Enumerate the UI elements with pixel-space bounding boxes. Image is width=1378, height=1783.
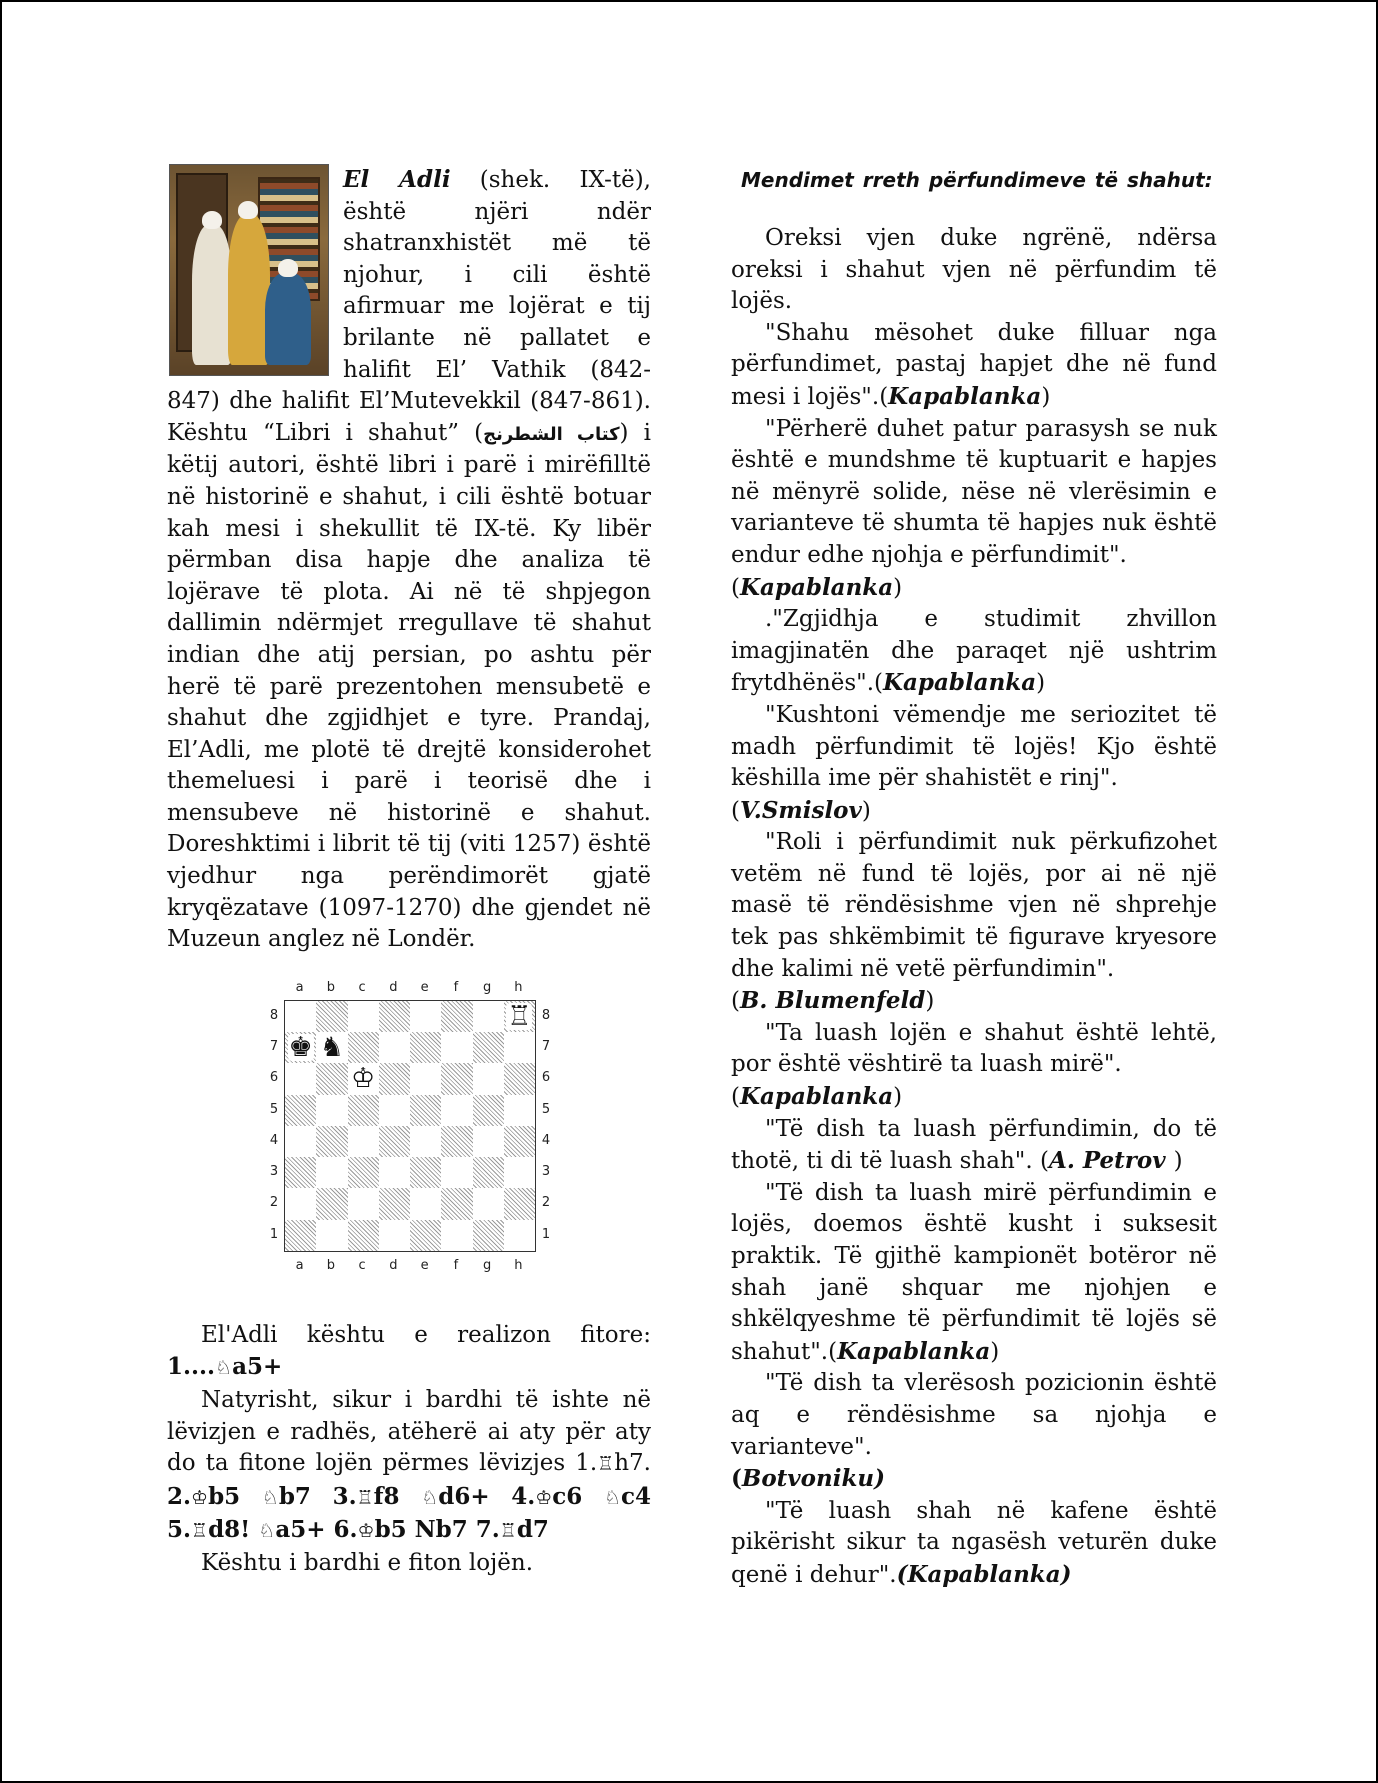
square-e8 [410,1001,441,1032]
file-label-f: f [453,980,459,996]
file-label-d: d [389,1258,398,1274]
moves-paragraph-2: Natyrisht, sikur i bardhi të ishte në lëvizjen e radhës, atëherë ai aty për aty do ta fitone lojën përmes lëvizjes 1.♖h7. 2.♔b5 ♘b7 3.♖f8 ♘d6+ 4.♔c6 ♘c4 5.♖d8! ♘a5+ 6.♔b5 Nb7 7.♖d7 [167,1387,652,1544]
quote-6-source: (B. Blumenfeld) [731,987,935,1015]
file-label-h: h [514,980,523,996]
arabic-title: كتاب الشطرنج [483,423,620,445]
quote-10: "Të dish ta vlerësosh pozicionin është aq e rëndësishme sa njohja e varianteve". [731,1370,1217,1460]
piece-icon: ♔ [535,1486,553,1509]
square-e4 [410,1126,441,1157]
square-f3 [441,1157,472,1188]
quote-1: Oreksi vjen duke ngrënë, ndërsa oreksi i shahut vjen në përfundim të lojës. [731,225,1217,315]
quote-4: ."Zgjidhja e studimit zhvillon imagjinatën dhe paraqet një ushtrim frytdhënës".(Kapablanka) [731,606,1217,697]
square-h1 [504,1220,535,1251]
quote-source: Kapablanka [888,382,1042,410]
file-labels-top [284,980,534,996]
file-label-e: e [420,980,429,996]
square-h5 [504,1095,535,1126]
move-4: 4.♔c6 [511,1482,604,1510]
square-h7 [504,1032,535,1063]
quotes-title: Mendimet rreth përfundimeve të shahut: [741,168,1213,192]
square-b7 [316,1032,347,1063]
file-label-b: b [326,1258,335,1274]
rank-label-3: 3 [541,1164,551,1180]
rank-labels-left [266,1000,282,1250]
rank-labels-right [538,1000,554,1250]
black-knight-icon: ♞ [319,1032,344,1064]
white-rook-icon: ♖ [507,1000,532,1032]
square-b4 [316,1126,347,1157]
rank-label-7: 7 [541,1039,551,1055]
left-column [167,164,651,1580]
quote-7: "Ta luash lojën e shahut është lehtë, por është vështirë ta luash mirë". [731,1019,1217,1078]
rank-label-1: 1 [269,1226,279,1242]
rank-label-2: 2 [541,1195,551,1211]
white-king-icon: ♔ [351,1063,376,1095]
square-g6 [473,1063,504,1094]
file-label-e: e [420,1258,429,1274]
file-label-c: c [358,1258,366,1274]
square-e7 [410,1032,441,1063]
move-0: 2.♔b5 [167,1482,262,1510]
moves-section [167,1320,651,1580]
rank-label-8: 8 [269,1007,279,1023]
move-1: ♘b7 [261,1482,333,1510]
move-sequence [167,1483,651,1544]
square-h6 [504,1063,535,1094]
square-e2 [410,1188,441,1219]
square-g4 [473,1126,504,1157]
square-e1 [410,1220,441,1251]
piece-icon: ♘ [258,1520,276,1543]
file-label-g: g [482,1258,492,1274]
square-g3 [473,1157,504,1188]
square-d5 [379,1095,410,1126]
rank-label-3: 3 [269,1164,279,1180]
square-h3 [504,1157,535,1188]
rank-label-2: 2 [269,1195,279,1211]
square-b5 [316,1095,347,1126]
square-f4 [441,1126,472,1157]
square-d8 [379,1001,410,1032]
square-f2 [441,1188,472,1219]
move-3: ♘d6+ [421,1482,512,1510]
quote-3-source: (Kapablanka) [731,573,903,601]
rank-label-4: 4 [541,1132,551,1148]
piece-icon: ♘ [261,1486,279,1509]
square-g7 [473,1032,504,1063]
square-f8 [441,1001,472,1032]
square-d3 [379,1157,410,1188]
file-label-b: b [326,980,335,996]
square-c3 [348,1157,379,1188]
piece-icon: ♔ [357,1520,375,1543]
quote-7-source: (Kapablanka) [731,1083,903,1111]
square-g2 [473,1188,504,1219]
move-8: 6.♔b5 [333,1516,415,1544]
square-b3 [316,1157,347,1188]
square-a1 [285,1220,316,1251]
piece-icon: ♖ [356,1486,374,1509]
piece-icon: ♘ [603,1486,621,1509]
square-c5 [348,1095,379,1126]
square-a6 [285,1063,316,1094]
file-labels-bottom [284,1258,534,1274]
file-label-d: d [389,980,398,996]
intro-section [167,164,651,956]
file-label-a: a [295,1258,304,1274]
black-king-icon: ♚ [288,1032,313,1064]
quote-10-source: (Botvoniku) [731,1465,886,1493]
quote-5-source: (V.Smislov) [731,796,871,824]
square-c6 [348,1063,379,1094]
rank-label-4: 4 [269,1132,279,1148]
square-h8 [504,1001,535,1032]
square-f1 [441,1220,472,1251]
square-c1 [348,1220,379,1251]
rank-label-6: 6 [541,1070,551,1086]
file-label-a: a [295,980,304,996]
square-a5 [285,1095,316,1126]
square-g5 [473,1095,504,1126]
square-e6 [410,1063,441,1094]
intro-rest: ) i këtij autori, është libri i parë i mirëfilltë në historinë e shahut, i cili është botuar kah mesi i shekullit të IX-të. Ky libër përmban disa hapje dhe analiza të lojërave të plota. Ai në të shpjegon dallimin ndërmjet rregullave të shahut indian dhe atij persian, po ashtu për herë të parë prezentohen mensubetë e shahut dhe zgjidhjet e tyre. Prandaj, El’Adli, me plotë të drejtë konsiderohet themeluesi i parë i teorisë dhe i mensubeve në historinë e shahut. Doreshktimi i librit të tij (viti 1257) është vjedhur nga perëndimorët gjatë kryqëzatave (1097-1270) dhe gjendet në Muzeun anglez në Londër. [167,419,651,953]
piece-icon: ♔ [191,1486,209,1509]
piece-icon: ♖ [499,1520,517,1543]
square-c4 [348,1126,379,1157]
piece-icon: ♖ [191,1520,209,1543]
move-7: ♘a5+ [258,1516,334,1544]
square-d1 [379,1220,410,1251]
right-column [731,164,1217,1592]
square-a8 [285,1001,316,1032]
square-d6 [379,1063,410,1094]
piece-icon: ♘ [421,1486,439,1509]
square-e3 [410,1157,441,1188]
square-f6 [441,1063,472,1094]
move-10: 7.♖d7 [475,1516,549,1544]
square-h4 [504,1126,535,1157]
file-label-f: f [453,1258,459,1274]
square-h2 [504,1188,535,1219]
square-d4 [379,1126,410,1157]
square-d7 [379,1032,410,1063]
chess-board [284,1000,536,1252]
file-label-g: g [482,980,492,996]
square-b8 [316,1001,347,1032]
move-9: Nb7 [414,1516,476,1544]
square-e5 [410,1095,441,1126]
square-a2 [285,1188,316,1219]
square-a7 [285,1032,316,1063]
knight-icon: ♘ [215,1357,233,1380]
chess-diagram [264,980,554,1296]
rank-label-5: 5 [541,1101,551,1117]
move-2: 3.♖f8 [332,1482,422,1510]
quote-11: "Të luash shah në kafene është pikërisht sikur ta ngasësh veturën duke qenë i dehur".(Kapablanka) [731,1497,1217,1588]
rook-icon: ♖ [597,1453,615,1476]
moves-paragraph-1: El'Adli kështu e realizon fitore: 1....♘a5+ [167,1321,651,1381]
square-d2 [379,1188,410,1219]
rank-label-8: 8 [541,1007,551,1023]
quote-9: "Të dish ta luash mirë përfundimin e lojës, doemos është kusht i suksesit praktik. Të gjithë kampionët botëror në shah janë shquar me njohjen e shkëlqyeshme të përfundimit të lojës së shahut".(Kapablanka) [731,1179,1217,1365]
rank-label-6: 6 [269,1070,279,1086]
square-b6 [316,1063,347,1094]
square-g8 [473,1001,504,1032]
square-c8 [348,1001,379,1032]
file-label-h: h [514,1258,523,1274]
square-c7 [348,1032,379,1063]
moves-paragraph-3: Kështu i bardhi e fiton lojën. [201,1550,534,1576]
quote-2: "Shahu mësohet duke filluar nga përfundimet, pastaj hapjet dhe në fund mesi i lojës".(Kapablanka) [731,319,1217,410]
rank-label-1: 1 [541,1226,551,1242]
intro-lead: (shek. IX-të), është njëri ndër shatranxhistët më të njohur, i cili është afirmuar me lojërat e tij brilante në pallatet e halifit El’ Vathik (842-847) dhe halifit El’Mutevekkil (847-861). Kështu “Libri i shahut” ( [167,167,651,446]
move-6: 5.♖d8! [167,1516,259,1544]
square-b1 [316,1220,347,1251]
el-adli-portrait [169,164,329,376]
square-c2 [348,1188,379,1219]
square-f5 [441,1095,472,1126]
quote-8: "Të dish ta luash përfundimin, do të thotë, ti di të luash shah". (A. Petrov ) [731,1115,1217,1175]
move-5: ♘c4 [603,1482,652,1510]
rank-label-7: 7 [269,1039,279,1055]
quote-3: "Përherë duhet patur parasysh se nuk është e mundshme të kuptuarit e hapjes në mënyrë solide, nëse në vlerësimin e varianteve të shumta të hapjes nuk është endur edhe njohja e përfundimit". [731,415,1217,568]
rank-label-5: 5 [269,1101,279,1117]
square-f7 [441,1032,472,1063]
square-a3 [285,1157,316,1188]
quote-6: "Roli i përfundimit nuk përkufizohet vetëm në fund të lojës, por ai në një masë të rëndësishme vjen në shprehje tek pas shkëmbimit të figurave kryesore dhe kalimi në vetë përfundimin". [731,829,1217,982]
author-name: El Adli [343,166,451,193]
file-label-c: c [358,980,366,996]
square-g1 [473,1220,504,1251]
square-b2 [316,1188,347,1219]
square-a4 [285,1126,316,1157]
quote-5: "Kushtoni vëmendje me seriozitet të madh përfundimit të lojës! Kjo është këshilla ime për shahistët e rinj". [731,701,1217,792]
